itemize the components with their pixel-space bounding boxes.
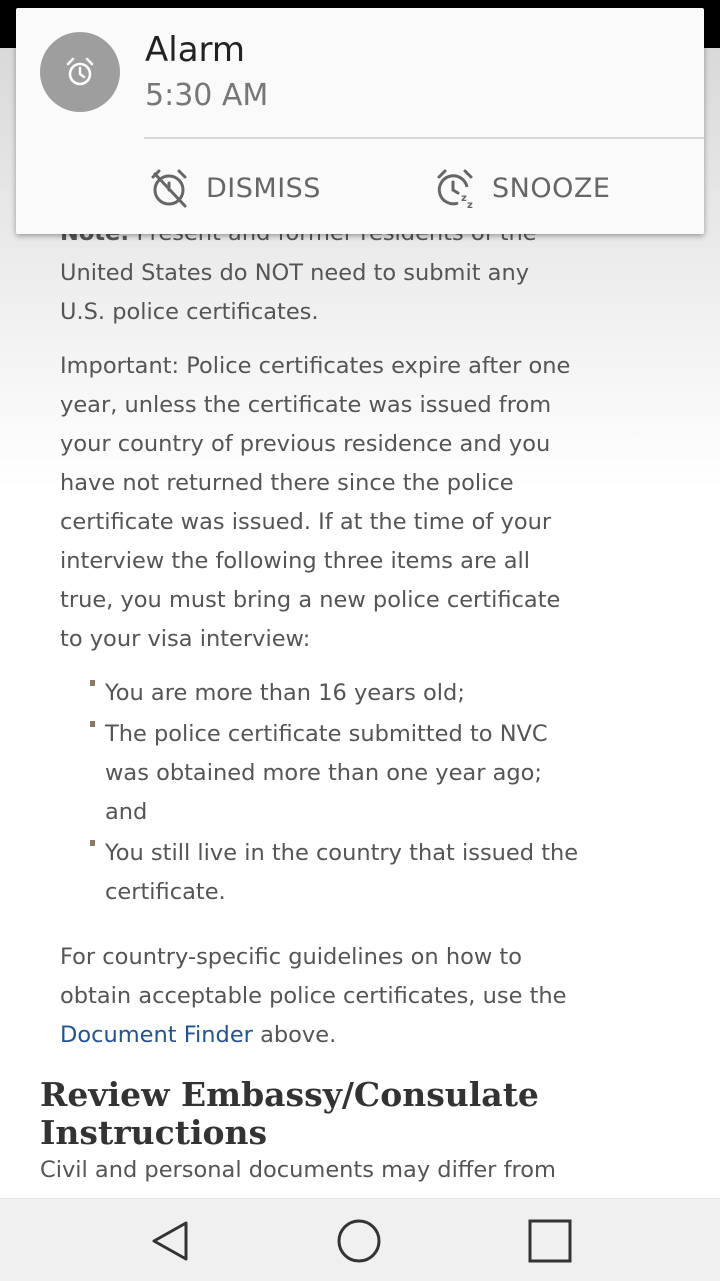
- bullet-icon: [90, 840, 95, 846]
- alarm-off-icon: [148, 167, 190, 209]
- back-button[interactable]: [146, 1217, 194, 1265]
- note-text: United States do NOT need to submit any U.S. police certificates.: [60, 260, 530, 325]
- section-heading: Review Embassy/Consulate Instructions: [40, 1075, 539, 1152]
- recents-button[interactable]: [526, 1217, 574, 1265]
- svg-text:z: z: [461, 193, 468, 204]
- notification-time: 5:30 AM: [145, 78, 269, 113]
- alarm-notification[interactable]: [16, 8, 704, 234]
- snooze-icon: [434, 167, 476, 209]
- notification-title: Alarm: [145, 30, 246, 70]
- document-finder-link[interactable]: Document Finder: [60, 1022, 253, 1048]
- home-circle-icon: [336, 1218, 382, 1264]
- list-item: You still live in the country that issued the certificate.: [90, 834, 580, 912]
- dismiss-button[interactable]: [148, 163, 321, 213]
- section-intro-text: Civil and personal documents may differ from: [40, 1157, 556, 1183]
- alarm-clock-icon: [40, 32, 120, 112]
- snooze-button[interactable]: [434, 163, 610, 213]
- bullet-icon: [90, 721, 95, 727]
- requirements-list: [90, 674, 580, 914]
- important-paragraph: Important: Police certificates expire after one year, unless the certificate was issued from your country of previous residence and you have not returned there since the police certificate was issued. If at the time of your interview the following three items are all true, you must bring a new police certificate to your visa interview:: [60, 353, 571, 652]
- bullet-icon: [90, 680, 95, 686]
- guideline-paragraph: For country-specific guidelines on how to obtain acceptable police certificates, use the Document Finder above.: [60, 944, 567, 1048]
- dismiss-label: DISMISS: [206, 172, 321, 204]
- snooze-label: SNOOZE: [492, 172, 611, 204]
- recents-square-icon: [527, 1218, 573, 1264]
- list-item: The police certificate submitted to NVC was obtained more than one year ago; and: [90, 715, 580, 832]
- navigation-bar: [0, 1198, 720, 1281]
- back-triangle-icon: [148, 1219, 192, 1263]
- home-button[interactable]: [335, 1217, 383, 1265]
- list-item: You are more than 16 years old;: [90, 674, 580, 713]
- svg-text:z: z: [467, 200, 474, 209]
- divider: [144, 137, 704, 139]
